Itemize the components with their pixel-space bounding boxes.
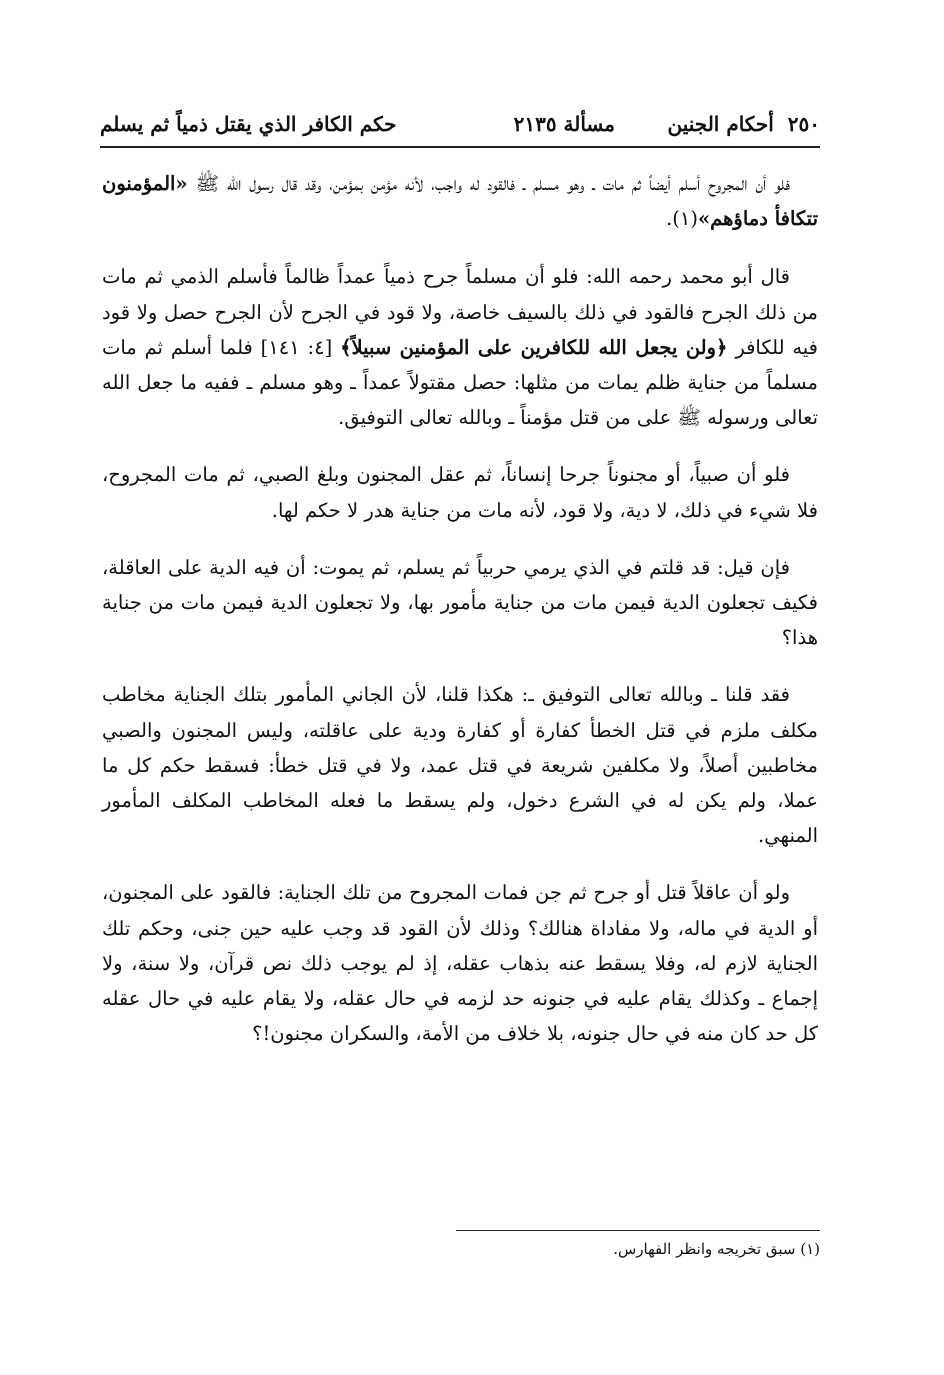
header-page-info <box>668 112 821 136</box>
paragraph-2 <box>102 259 818 435</box>
page-header <box>100 106 820 146</box>
quran-quote: ﴿ولن يجعل الله للكافرين على المؤمنين سبيلاً﴾ <box>340 335 728 359</box>
footnote-reference: (١). <box>666 207 698 231</box>
header-divider <box>100 146 820 148</box>
main-text <box>102 166 818 1073</box>
paragraph-3: فلو أن صبياً، أو مجنوناً جرحا إنساناً، ثم عقل المجنون وبلغ الصبي، ثم مات المجروح، فلا شيء في ذلك، لا دية، ولا قود، لأنه مات من جناية هدر لا حكم لها. <box>102 463 818 522</box>
page-number: ٢٥٠ <box>787 112 820 136</box>
hadith-quote: «المؤمنون تتكافأ دماؤهم» <box>102 172 818 231</box>
paragraph-5: فقد قلنا ـ وبالله تعالى التوفيق ـ: هكذا قلنا، لأن الجاني المأمور بتلك الجناية مخاطب مكلف ملزم في قتل الخطأ كفارة أو كفارة ودية على عاقلته، وليس المجنون والصبي مخاطبين أصلاً، ولا مكلفين شريعة في قتل عمد، ولا في قتل خطأ: فسقط حكم كل ما عملا، ولم يكن له في الشرع دخول، ولم يسقط ما فعله المخاطب المكلف المأمور المنهي. <box>102 683 818 848</box>
issue-number: مسألة ٢١٣٥ <box>513 112 615 136</box>
footnote-divider <box>456 1230 820 1231</box>
paragraph-1-text: فلو أن المجروح أسلم أيضاً ثم مات ـ وهو مسلم ـ فالقود له واجب، لأنه مؤمن بمؤمن، وقد قال رسول الله ﷺ <box>187 172 790 195</box>
paragraph-2-text: قال أبو محمد رحمه الله: فلو أن مسلماً جرح ذمياً عمداً ظالماً فأسلم الذمي ثم مات من ذلك الجرح فالقود في ذلك بالسيف خاصة، ولا قود في الجرح لأن الجرح حصل ولا قود فيه للكافر <box>102 265 819 359</box>
section-title: حكم الكافر الذي يقتل ذمياً ثم يسلم <box>100 112 397 136</box>
book-title: أحكام الجنين <box>667 112 774 136</box>
paragraph-2-continuation: [٤: ١٤١] فلما أسلم ثم مات مسلماً من جناية ظلم يمات من مثلها: حصل مقتولاً عمداً ـ وهو مسلم ـ ففيه ما جعل الله تعالى ورسوله ﷺ على من قتل مؤمناً ـ وبالله تعالى التوفيق. <box>102 335 818 430</box>
paragraph-1 <box>102 166 818 236</box>
paragraph-6: ولو أن عاقلاً قتل أو جرح ثم جن فمات المجروح من تلك الجناية: فالقود على المجنون، أو الدية في ماله، ولا مفاداة هنالك؟ وذلك لأن القود قد وجب عليه حين جنى، وحكم تلك الجناية لازم له، وفلا يسقط عنه بذهاب عقله، إذ لم يوجب ذلك نص قرآن، ولا سنة، ولا إجماع ـ وكذلك يقام عليه في جنونه حد لزمه في حال عقله، ولا يقام عليه في حال عقله كل حد كان منه في حال جنونه، بلا خلاف من الأمة، والسكران مجنون!؟ <box>102 881 818 1046</box>
footnote: (١) سبق تخريجه وانظر الفهارس. <box>613 1240 820 1258</box>
paragraph-4: فإن قيل: قد قلتم في الذي يرمي حربياً ثم يسلم، ثم يموت: أن فيه الدية على العاقلة، فكيف تجعلون الدية فيمن مات من جناية مأمور بها، ولا تجعلون الدية فيمن مات من جناية هذا؟ <box>102 555 818 650</box>
